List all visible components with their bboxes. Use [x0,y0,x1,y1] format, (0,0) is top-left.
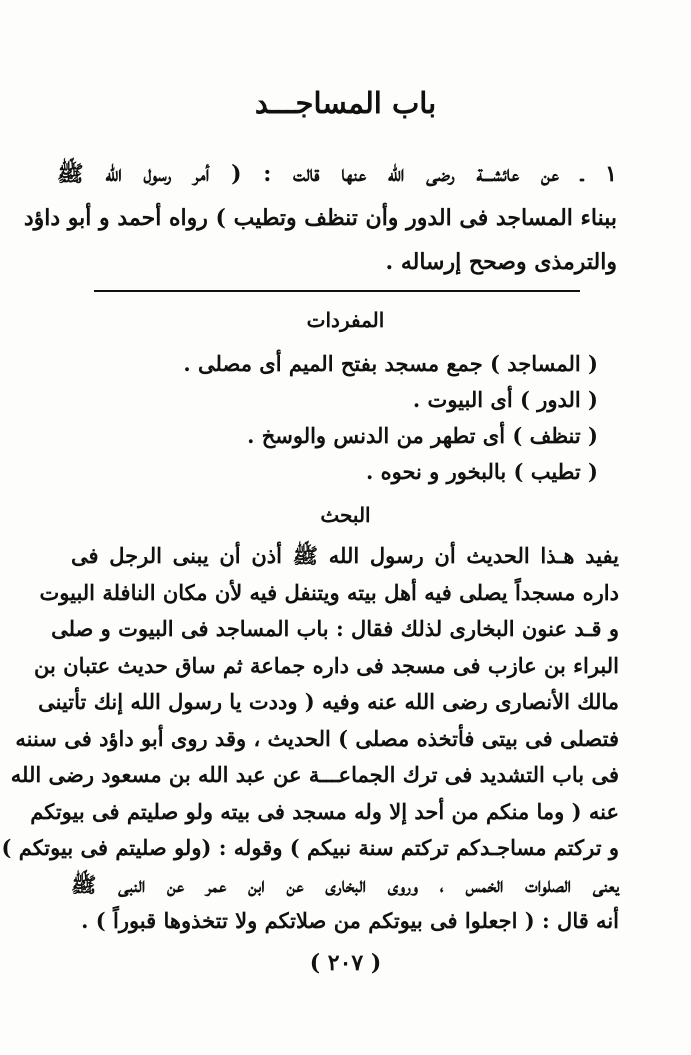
chapter-title: باب المساجـــد [254,86,437,120]
vocab-item: ( الدور ) أى البيوت . [412,387,598,412]
section-divider [94,290,580,292]
hadith-line: ببناء المساجد فى الدور وأن تنظف وتطيب ) رواه أحمد و أبو داؤد [23,205,617,231]
vocab-item: ( تنظف ) أى تطهر من الدنس والوسخ . [247,423,598,448]
discussion-heading: البحث [320,503,371,527]
discussion-line: و قـد عنون البخارى لذلك فقال : باب المساجد فى البيوت و صلى [51,616,619,641]
discussion-text [1,538,619,940]
discussion-line: عنه ( وما منكم من أحد إلا وله مسجد فى بيته ولو صليتم فى بيوتكم [30,798,619,824]
discussion-line: فتصلى فى بيتى فأتخذه مصلى ) الحديث ، وقد روى أبو داؤد فى سننه [15,725,619,751]
hadith-text [23,152,617,284]
discussion-line: داره مسجداً يصلى فيه أهل بيته ويتنفل فيه لأن مكان النافلة البيوت [39,579,619,605]
vocab-item: ( تطيب ) بالبخور و نحوه . [366,459,598,484]
discussion-line: أنه قال : ( اجعلوا فى بيوتكم من صلاتكم ولا تتخذوها قبوراً ) . [81,908,619,933]
discussion-line: البراء بن عازب فى مسجد فى داره جماعة ثم ساق حديث عتبان بن [34,652,619,678]
discussion-line: يفيد هـذا الحديث أن رسول الله ﷺ أذن أن يبنى الرجل فى [71,543,619,568]
discussion-line: فى باب التشديد فى ترك الجماعـــة عن عبد الله بن مسعود رضى الله [10,762,619,787]
discussion-line: يعنى الصلوات الخمس ، وروى البخارى عن ابن عمر عن النبى ﷺ [71,871,619,897]
discussion-line: و تركتم مساجـدكم تركتم سنة نبيكم ) وقوله : (ولو صليتم فى بيوتكم ) [1,835,619,860]
discussion-line: مالك الأنصارى رضى الله عنه وفيه ( وددت يا رسول الله إنك تأتينى [38,689,619,714]
page-number: ( ٢٠٧ ) [309,950,382,976]
vocab-item: ( المساجد ) جمع مسجد بفتح الميم أى مصلى . [183,351,598,376]
hadith-line: ١ ـ عن عائشـــة رضى الله عنها قالت : ( أمر رسول الله ﷺ [57,161,617,187]
vocab-list [183,346,598,490]
vocab-heading: المفردات [306,308,385,332]
hadith-line: والترمذى وصحح إرساله . [385,249,617,275]
